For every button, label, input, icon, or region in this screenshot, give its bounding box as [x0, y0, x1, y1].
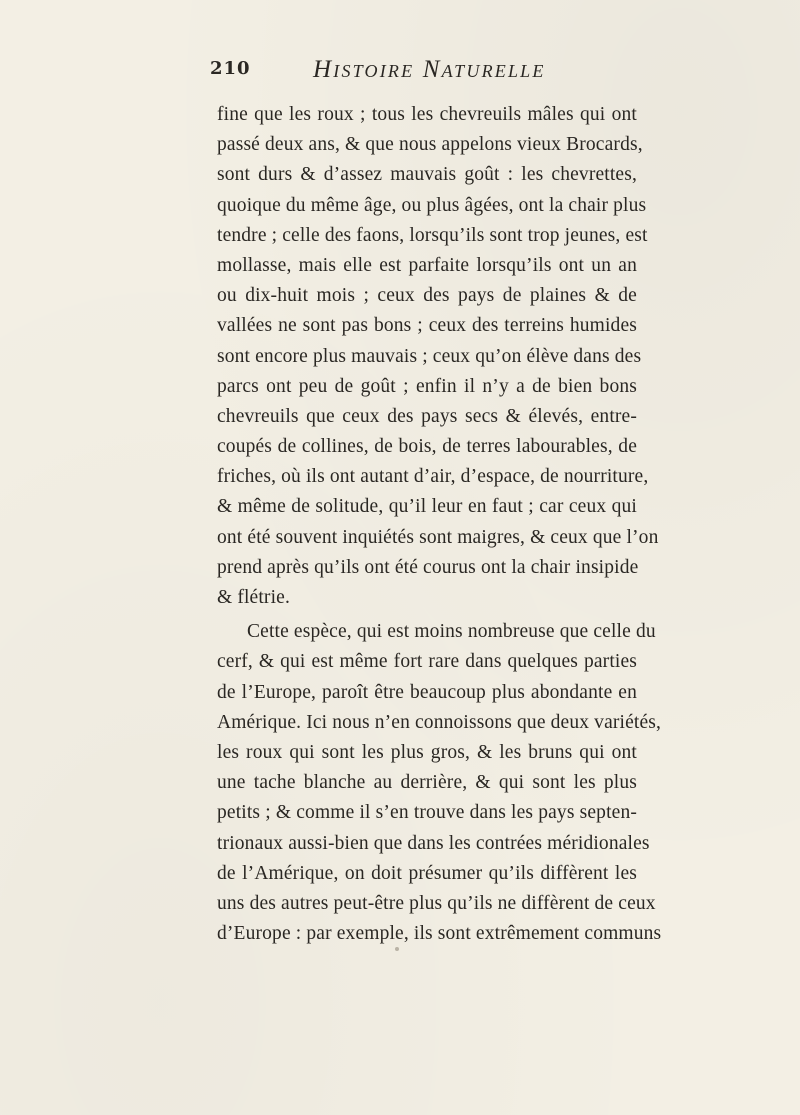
text-line: chevreuils que ceux des pays secs & élevés, entre- [217, 405, 637, 427]
text-line: cerf, & qui est même fort rare dans quelques parties [217, 651, 637, 673]
text-line: de l’Amérique, on doit présumer qu’ils diffèrent les [217, 862, 637, 884]
text-line: d’Europe : par exemple, ils sont extrêmement communs [217, 923, 662, 945]
text-line: ou dix-huit mois ; ceux des pays de plaines & de [217, 285, 637, 307]
text-line: les roux qui sont les plus gros, & les bruns qui ont [217, 741, 637, 763]
text-line: friches, où ils ont autant d’air, d’espace, de nourriture, [217, 466, 649, 488]
text-line: fine que les roux ; tous les chevreuils mâles qui ont [217, 104, 637, 125]
paper-spot [395, 947, 399, 951]
text-line: vallées ne sont pas bons ; ceux des terreins humides [217, 315, 637, 337]
running-title: Histoire Naturelle [313, 56, 546, 83]
text-line: & flétrie. [217, 587, 290, 608]
page-number: 210 [210, 58, 251, 79]
text-line: Cette espèce, qui est moins nombreuse que celle du [247, 621, 656, 643]
text-line: sont durs & d’assez mauvais goût : les chevrettes, [217, 164, 637, 186]
text-line: & même de solitude, qu’il leur en faut ; car ceux qui [217, 496, 637, 518]
text-line: une tache blanche au derrière, & qui sont les plus [217, 772, 637, 794]
text-line: parcs ont peu de goût ; enfin il n’y a de bien bons [217, 375, 637, 397]
paragraph-1 [217, 100, 659, 613]
text-line: ont été souvent inquiétés sont maigres, & ceux que l’on [217, 526, 659, 548]
text-line: coupés de collines, de bois, de terres labourables, de [217, 436, 637, 458]
text-line: tendre ; celle des faons, lorsqu’ils sont trop jeunes, est [217, 224, 648, 246]
text-line: quoique du même âge, ou plus âgées, ont la chair plus [217, 194, 647, 216]
text-line: trionaux aussi-bien que dans les contrées méridionales [217, 832, 650, 854]
text-line: passé deux ans, & que nous appelons vieux Brocards, [217, 134, 643, 156]
text-line: mollasse, mais elle est parfaite lorsqu’ils ont un an [217, 254, 637, 276]
paragraph-2 [217, 617, 662, 949]
running-head [210, 58, 640, 98]
text-line: sont encore plus mauvais ; ceux qu’on élève dans des [217, 345, 642, 367]
text-line: uns des autres peut-être plus qu’ils ne diffèrent de ceux [217, 892, 656, 914]
text-line: Amérique. Ici nous n’en connoissons que deux variétés, [217, 711, 662, 733]
body-text [217, 100, 662, 949]
text-line: prend après qu’ils ont été courus ont la chair insipide [217, 556, 639, 578]
text-line: de l’Europe, paroît être beaucoup plus abondante en [217, 681, 637, 703]
text-line: petits ; & comme il s’en trouve dans les pays septen- [217, 802, 637, 824]
